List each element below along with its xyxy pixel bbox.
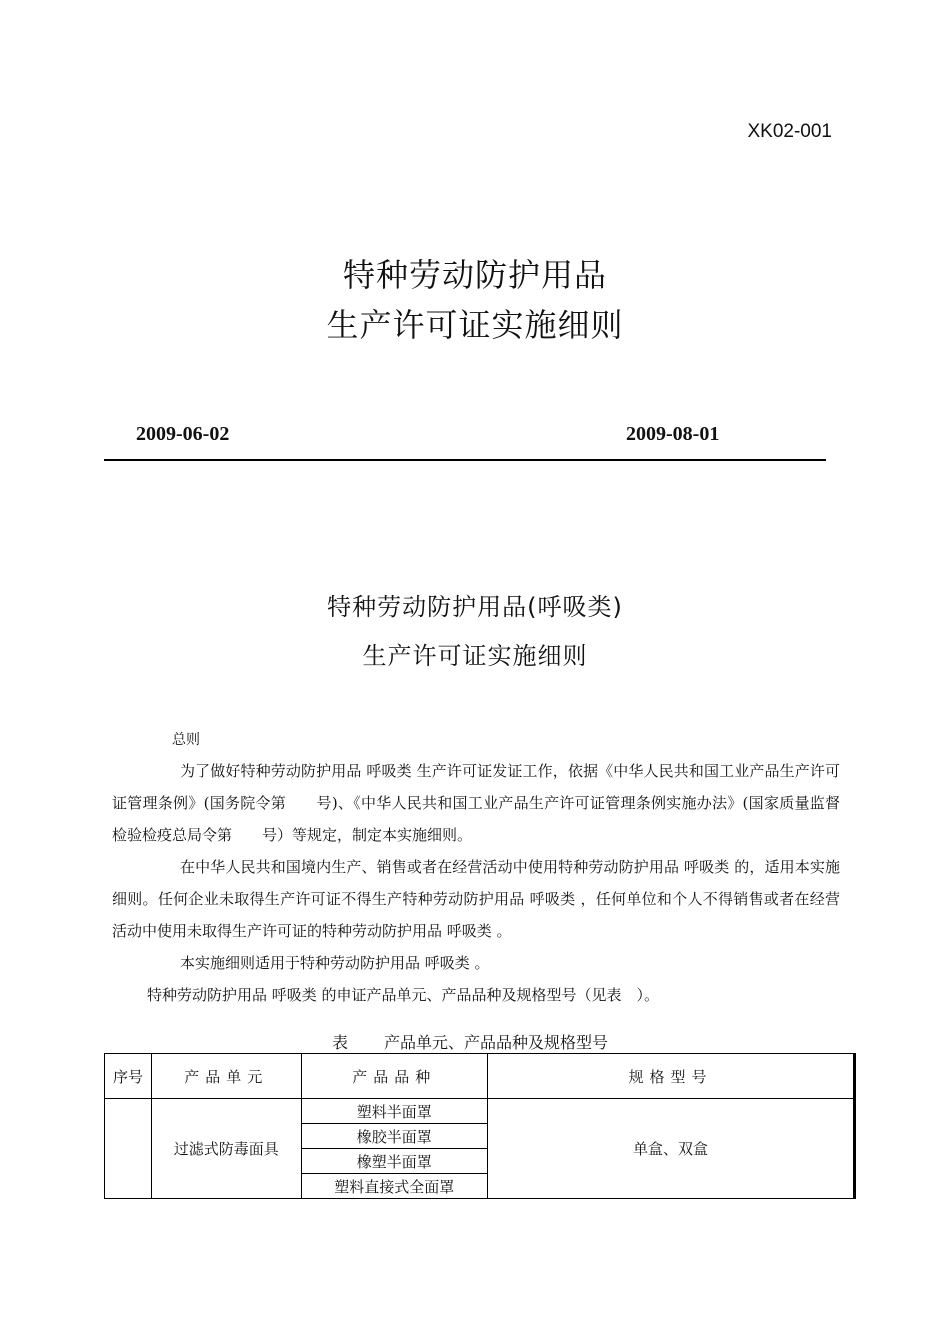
table-header-variety: 产品品种 <box>301 1054 488 1099</box>
table-header-spec: 规格型号 <box>488 1054 855 1099</box>
table-cell-variety: 塑料半面罩 <box>301 1099 488 1124</box>
table-row <box>105 1099 855 1124</box>
issue-date: 2009-06-02 <box>136 423 230 445</box>
paragraph-scope: 在中华人民共和国境内生产、销售或者在经营活动中使用特种劳动防护用品 呼吸类 的，适用本实施细则。任何企业未取得生产许可证不得生产特种劳动防护用品 呼吸类 ，任何单位和个人不得销售或者在经营活动中使用未取得生产许可证的特种劳动防护用品 呼吸类 。 <box>112 858 840 940</box>
table-cell-spec: 单盒、双盒 <box>488 1099 855 1199</box>
table-header-row <box>105 1054 855 1099</box>
table-header-unit: 产品单元 <box>151 1054 301 1099</box>
table-cell-variety: 橡胶半面罩 <box>301 1124 488 1149</box>
paragraph-applicability: 本实施细则适用于特种劳动防护用品 呼吸类 。 <box>180 954 490 972</box>
effective-date: 2009-08-01 <box>626 423 720 445</box>
subtitle-line1: 特种劳动防护用品(呼吸类) <box>327 593 623 621</box>
section-heading: 总则 <box>172 732 200 748</box>
paragraph-basis: 为了做好特种劳动防护用品 呼吸类 生产许可证发证工作，依据《中华人民共和国工业产品生产许可证管理条例》(国务院令第 号)、《中华人民共和国工业产品生产许可证管理条例实施办法》(国家质量监督检验检疫总局令第 号）等规定，制定本实施细则。 <box>112 762 840 844</box>
table-header-seq: 序号 <box>105 1054 152 1099</box>
document-title-line2: 生产许可证实施细则 <box>326 306 624 344</box>
product-table <box>104 1053 856 1199</box>
table-caption <box>332 1030 608 1053</box>
table-cell-seq <box>105 1099 152 1199</box>
document-code: XK02-001 <box>747 121 832 142</box>
document-title-line1: 特种劳动防护用品 <box>342 256 607 294</box>
table-caption-title: 产品单元、产品品种及规格型号 <box>384 1033 609 1052</box>
subtitle-line2: 生产许可证实施细则 <box>362 642 588 670</box>
table-cell-variety: 塑料直接式全面罩 <box>301 1174 488 1199</box>
table-caption-prefix: 表 <box>332 1033 349 1052</box>
table-cell-unit: 过滤式防毒面具 <box>151 1099 301 1199</box>
table-cell-variety: 橡塑半面罩 <box>301 1149 488 1174</box>
horizontal-rule <box>104 459 826 461</box>
paragraph-table-reference: 特种劳动防护用品 呼吸类 的申证产品单元、产品品种及规格型号（见表 ）。 <box>147 986 660 1004</box>
